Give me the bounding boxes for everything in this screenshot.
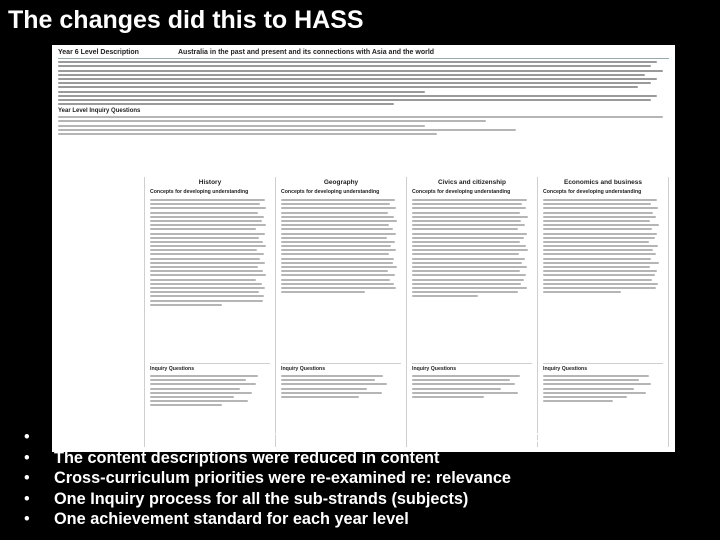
concepts-heading: Concepts for developing understanding [543, 189, 642, 195]
column-body-text [412, 199, 532, 297]
concepts-heading: Concepts for developing understanding [412, 189, 511, 195]
bullet-marker: • [24, 448, 30, 467]
concepts-heading: Concepts for developing understanding [150, 189, 249, 195]
bullet-marker: • [24, 489, 30, 508]
bullet-item [24, 427, 572, 448]
bullet-marker: • [24, 469, 30, 487]
inquiry-section [543, 363, 663, 404]
column-title: History [198, 179, 222, 186]
bullet-item [24, 448, 572, 469]
column-body-text [150, 199, 270, 306]
document-header [58, 49, 669, 59]
bullet-marker: • [24, 428, 30, 446]
inquiry-questions-text [58, 116, 669, 135]
column-body-text [281, 199, 401, 293]
inquiry-heading: Inquiry Questions [412, 366, 457, 372]
bullet-item [24, 468, 572, 489]
bullet-list [24, 427, 572, 530]
column-body-text [543, 199, 663, 293]
column-title: Economics and business [563, 179, 643, 186]
bullet-item [24, 489, 572, 510]
concepts-heading: Concepts for developing understanding [281, 189, 380, 195]
bullet-text: The content descriptions were reduced in content [54, 448, 440, 467]
column-geography [275, 177, 406, 447]
inquiry-heading: Inquiry Questions [543, 366, 588, 372]
bullet-marker: • [24, 510, 30, 528]
curriculum-document-image [52, 45, 675, 452]
inquiry-section [412, 363, 532, 400]
column-history [144, 177, 275, 447]
bullet-text: Subjects to be called sub-strands and appear alongside each other [54, 428, 573, 446]
sub-strand-columns [144, 177, 669, 447]
column-civics-and-citizenship [406, 177, 537, 447]
year-level-heading: Australia in the past and present and its connections with Asia and the world [178, 49, 435, 56]
bullet-item [24, 509, 572, 530]
bullet-text: One achievement standard for each year level [54, 510, 409, 528]
bullet-text: One Inquiry process for all the sub-strands (subjects) [54, 489, 469, 508]
inquiry-questions-title: Year Level Inquiry Questions [58, 108, 141, 115]
bullet-text: Cross-curriculum priorities were re-examined re: relevance [54, 469, 511, 487]
column-title: Geography [323, 179, 359, 186]
inquiry-heading: Inquiry Questions [281, 366, 326, 372]
inquiry-section [150, 363, 270, 409]
column-economics-and-business [537, 177, 669, 447]
column-title: Civics and citizenship [438, 179, 506, 186]
inquiry-heading: Inquiry Questions [150, 366, 195, 372]
year-level-label: Year 6 Level Description [58, 49, 139, 56]
slide-title: The changes did this to HASS [8, 6, 364, 34]
inquiry-section [281, 363, 401, 400]
level-description-text [58, 61, 669, 105]
